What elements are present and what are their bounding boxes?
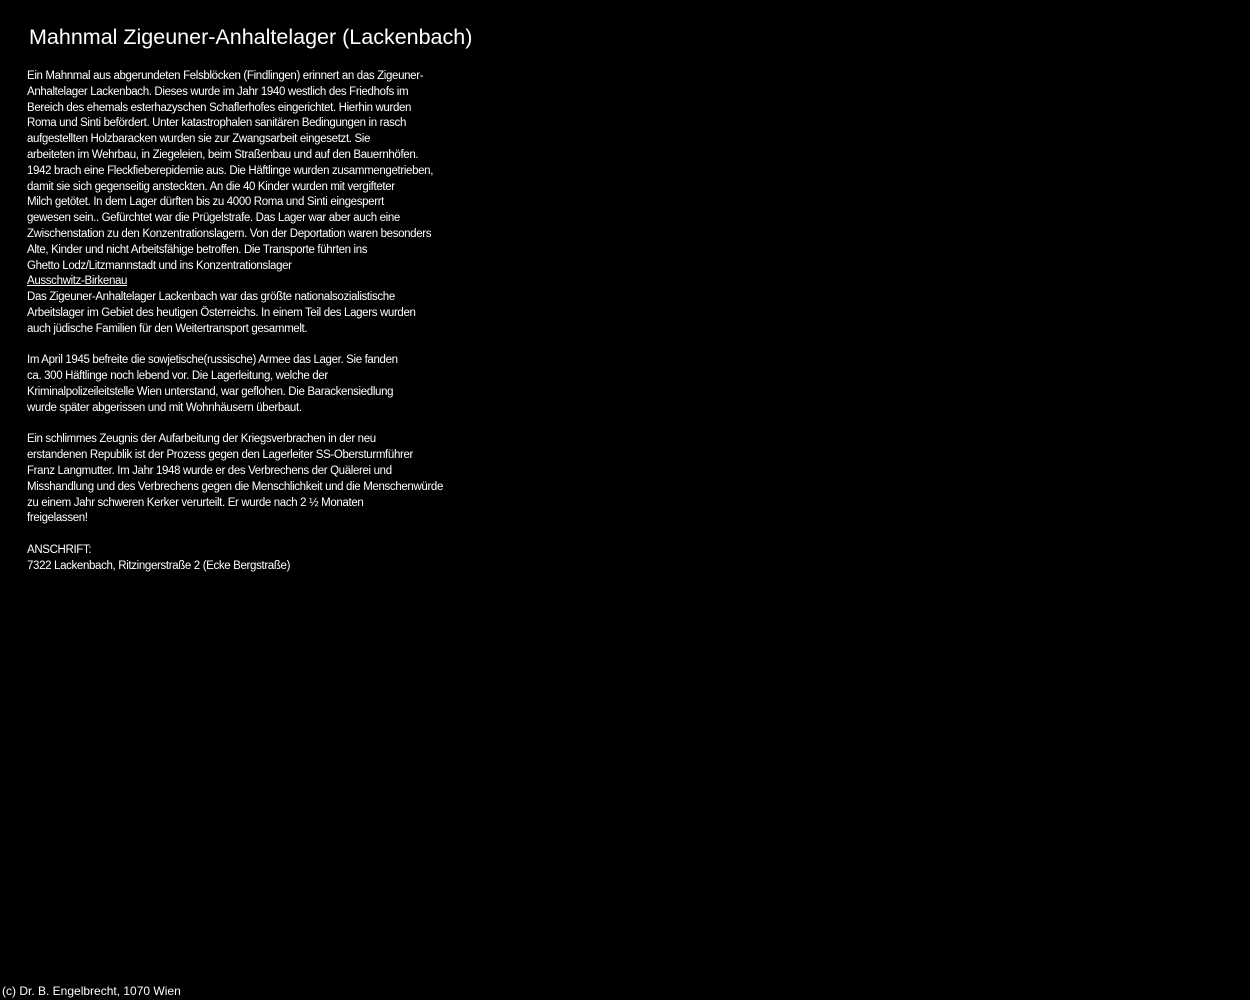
paragraph-trial (27, 432, 507, 527)
text-line: Ghetto Lodz/Litzmannstadt und ins Konzentrationslager (27, 259, 292, 272)
text-line: Ein Mahnmal aus abgerundeten Felsblöcken (Findlingen) erinnert an das Zigeuner- (27, 70, 424, 82)
text-line: Franz Langmutter. Im Jahr 1948 wurde er des Verbrechens der Quälerei und (27, 464, 392, 477)
text-line: freigelassen! (27, 512, 88, 525)
paragraph-liberation (27, 353, 507, 416)
text-line: zu einem Jahr schweren Kerker verurteilt. Er wurde nach 2 ½ Monaten (27, 496, 364, 509)
text-line: aufgestellten Holzbaracken wurden sie zur Zwangsarbeit eingesetzt. Sie (27, 133, 371, 146)
text-line: 1942 brach eine Fleckfieberepidemie aus. Die Häftlinge wurden zusammengetrieben, (27, 164, 434, 177)
address-block (27, 543, 507, 575)
text-line: Im April 1945 befreite die sowjetische(russische) Armee das Lager. Sie fanden (27, 354, 398, 367)
article-body (27, 69, 507, 575)
text-line: Misshandlung und des Verbrechens gegen die Menschlichkeit und die Menschenwürde (27, 480, 444, 493)
text-line: Kriminalpolizeileitstelle Wien unterstand, war geflohen. Die Barackensiedlung (27, 385, 394, 398)
text-line: Roma und Sinti befördert. Unter katastrophalen sanitären Bedingungen in rasch (27, 117, 406, 130)
address-label: ANSCHRIFT: (27, 543, 92, 556)
paragraph-spacer (27, 338, 507, 354)
text-line: Arbeitslager im Gebiet des heutigen Österreichs. In einem Teil des Lagers wurden (27, 306, 416, 319)
auschwitz-birkenau-link[interactable]: Ausschwitz-Birkenau (27, 275, 128, 288)
text-line: Anhaltelager Lackenbach. Dieses wurde im Jahr 1940 westlich des Friedhofs im (27, 85, 409, 98)
text-line: auch jüdische Familien für den Weitertransport gesammelt. (27, 322, 308, 335)
address-text: 7322 Lackenbach, Ritzingerstraße 2 (Ecke Bergstraße) (27, 559, 291, 572)
page-title: Mahnmal Zigeuner-Anhaltelager (Lackenbach) (29, 25, 473, 49)
text-line: damit sie sich gegenseitig ansteckten. An die 40 Kinder wurden mit vergifteter (27, 180, 395, 193)
paragraph-spacer (27, 527, 507, 543)
text-line: Bereich des ehemals esterhazyschen Schaflerhofes eingerichtet. Hierhin wurden (27, 101, 412, 114)
copyright-footer: (c) Dr. B. Engelbrecht, 1070 Wien (2, 984, 181, 998)
text-line: gewesen sein.. Gefürchtet war die Prügelstrafe. Das Lager war aber auch eine (27, 212, 400, 225)
text-line: Zwischenstation zu den Konzentrationslagern. Von der Deportation waren besonders (27, 227, 432, 240)
text-line: Ein schlimmes Zeugnis der Aufarbeitung der Kriegsverbrachen in der neu (27, 433, 376, 446)
text-line: erstandenen Republik ist der Prozess gegen den Lagerleiter SS-Obersturmführer (27, 449, 413, 462)
text-line: Alte, Kinder und nicht Arbeitsfähige betroffen. Die Transporte führten ins (27, 243, 368, 256)
text-line: wurde später abgerissen und mit Wohnhäusern überbaut. (27, 401, 302, 414)
paragraph-history (27, 69, 507, 338)
text-line: Milch getötet. In dem Lager dürften bis zu 4000 Roma und Sinti eingesperrt (27, 196, 385, 209)
paragraph-spacer (27, 417, 507, 433)
text-line: arbeiteten im Wehrbau, in Ziegeleien, beim Straßenbau und auf den Bauernhöfen. (27, 148, 419, 161)
link-line (27, 274, 507, 290)
text-line: ca. 300 Häftlinge noch lebend vor. Die Lagerleitung, welche der (27, 370, 328, 383)
text-line: Das Zigeuner-Anhaltelager Lackenbach war das größte nationalsozialistische (27, 291, 395, 304)
